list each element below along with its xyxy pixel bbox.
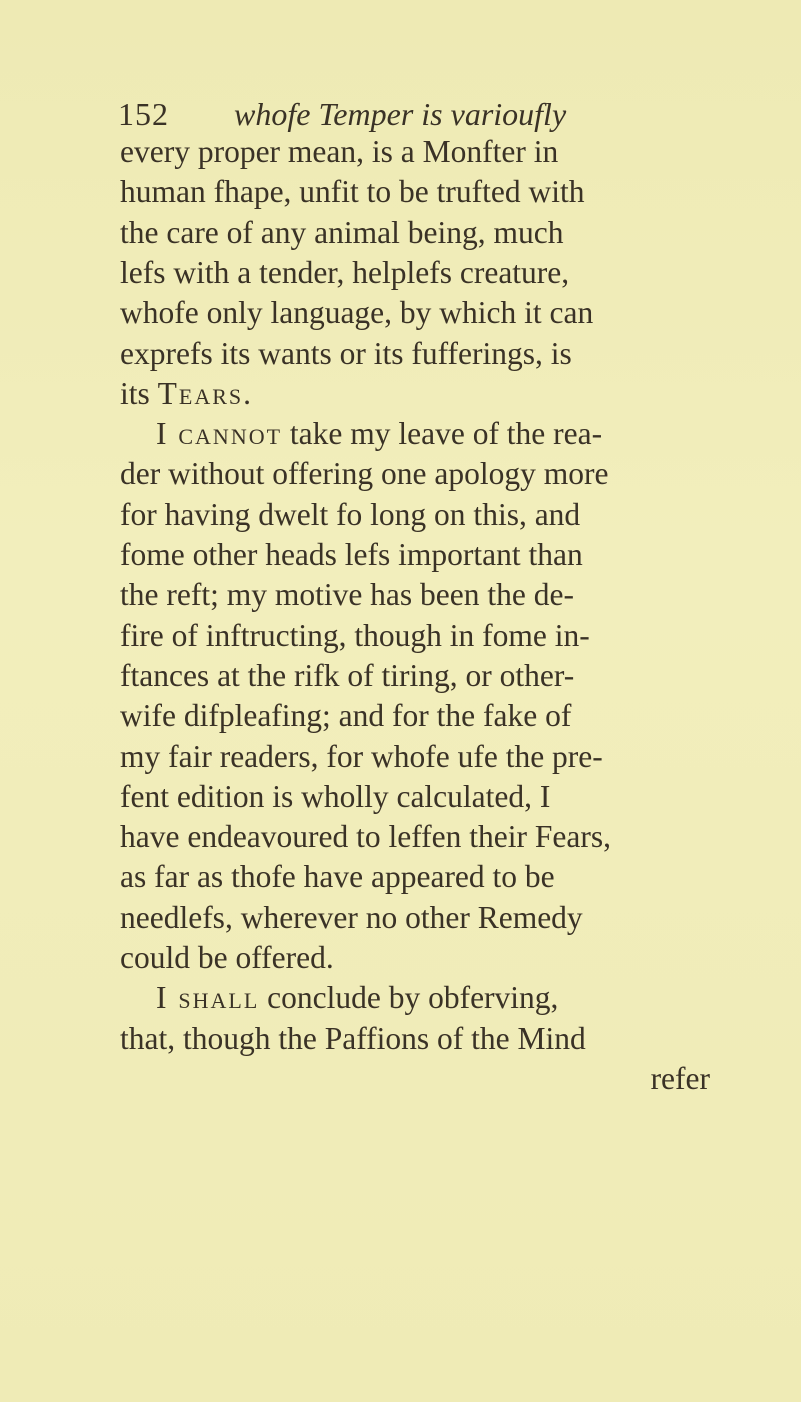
line-text: could be offered. (120, 940, 334, 975)
line-text: its (120, 375, 158, 411)
line-text: for having dwelt fo long on this, and (120, 496, 581, 532)
text-line (156, 412, 602, 456)
line-text: exprefs its wants or its fufferings, is (120, 335, 572, 371)
text-line (120, 654, 574, 698)
text-line (120, 332, 572, 376)
line-text: take my leave of the rea- (282, 416, 603, 452)
line-text: refer (650, 1060, 710, 1096)
text-line (120, 735, 603, 779)
running-head: whofe Temper is varioufly (234, 96, 567, 132)
text-line (120, 855, 555, 899)
line-text: ftances at the rifk of tiring, or other- (120, 657, 575, 693)
line-text: fent edition is wholly calculated, I (120, 778, 551, 814)
line-text: as far as thofe have appeared to be (120, 859, 555, 895)
line-text: fire of inftructing, though in fome in- (120, 617, 590, 653)
line-text: whofe only language, by which it can (120, 295, 594, 331)
line-text: wife difpleafing; and for the fake of (120, 698, 572, 734)
small-caps-text: I cannot (156, 416, 283, 452)
text-line (120, 291, 593, 335)
text-line (120, 694, 571, 738)
text-line (120, 170, 585, 214)
line-text: have endeavoured to leffen their Fears, (120, 819, 611, 855)
text-line (120, 452, 608, 496)
line-text: fome other heads lefs important than (120, 537, 583, 572)
line-text: the care of any animal being, much (120, 214, 564, 250)
text-line (120, 130, 558, 174)
line-text: . (243, 375, 251, 411)
small-caps-text: Tears (157, 375, 244, 411)
text-line (120, 1017, 586, 1061)
text-line (120, 493, 580, 537)
line-text: conclude by obferving, (259, 980, 559, 1016)
line-text: der without offering one apology more (120, 456, 609, 492)
text-line (156, 976, 558, 1020)
text-line (120, 372, 251, 416)
line-text: my fair readers, for whofe ufe the pre- (120, 738, 603, 774)
text-line (120, 614, 590, 658)
line-text: every proper mean, is a Monfter in (120, 134, 559, 169)
text-line (120, 211, 563, 255)
text-line (120, 573, 574, 617)
text-line (120, 533, 583, 577)
line-text: needlefs, wherever no other Remedy (120, 899, 583, 935)
text-line (120, 936, 334, 980)
line-text: human fhape, unfit to be trufted with (120, 174, 585, 210)
text-line (120, 815, 611, 859)
small-caps-text: I shall (156, 980, 260, 1016)
text-line (651, 1057, 710, 1101)
text-line (120, 775, 550, 819)
text-line (120, 896, 583, 940)
text-line (120, 251, 569, 295)
line-text: lefs with a tender, helplefs creature, (120, 254, 570, 290)
line-text: the reft; my motive has been the de- (120, 577, 574, 613)
page-number: 152 (118, 96, 169, 132)
line-text: that, though the Paffions of the Mind (120, 1020, 586, 1056)
